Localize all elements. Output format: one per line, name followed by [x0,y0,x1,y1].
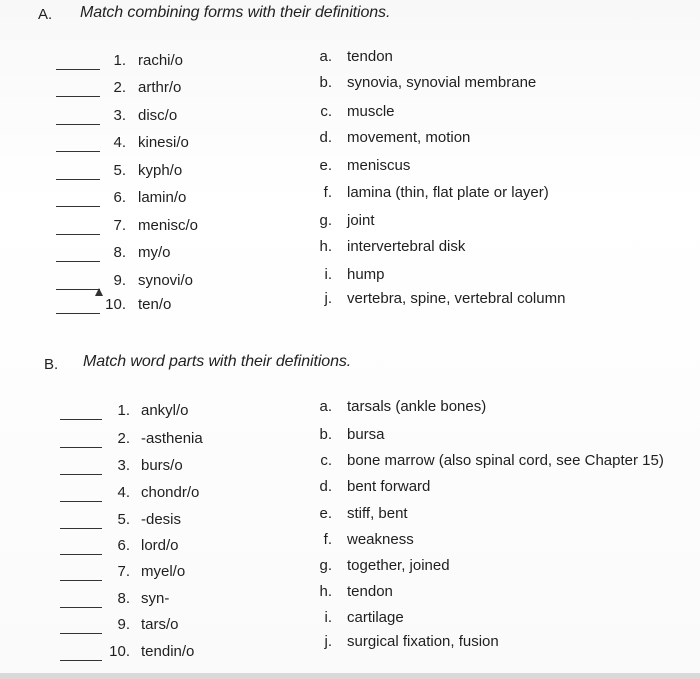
answer-blank[interactable] [60,474,102,475]
term-number: 7. [113,217,126,234]
answer-blank[interactable] [56,261,100,262]
definition-text: vertebra, spine, vertebral column [347,290,566,307]
term-text: rachi/o [138,52,184,69]
term-text: lamin/o [138,189,187,206]
answer-blank[interactable] [56,69,100,70]
definition-text: weakness [347,531,414,548]
answer-blank[interactable] [60,660,102,661]
term-text: my/o [138,244,171,261]
bottom-edge [0,673,700,679]
mouse-cursor-icon [95,288,103,296]
term-number: 9. [117,616,130,633]
definition-letter: a. [319,48,332,65]
term-text: ankyl/o [141,402,189,419]
term-text: arthr/o [138,79,182,96]
term-text: disc/o [138,107,178,124]
term-number: 6. [113,189,126,206]
definition-letter: f. [323,184,332,201]
definition-letter: h. [319,583,332,600]
term-text: myel/o [141,563,186,580]
term-text: kinesi/o [138,134,189,151]
definition-letter: i. [324,609,332,626]
definition-text: cartilage [347,609,404,626]
answer-blank[interactable] [60,447,102,448]
definition-text: tendon [347,583,393,600]
definition-letter: i. [324,266,332,283]
answer-blank[interactable] [56,151,100,152]
term-number: 8. [113,244,126,261]
answer-blank[interactable] [56,234,100,235]
term-text: tars/o [141,616,179,633]
definition-text: muscle [347,103,395,120]
term-number: 4. [117,484,130,501]
term-text: chondr/o [141,484,200,501]
term-text: syn- [141,590,170,607]
definition-text: movement, motion [347,129,471,146]
definition-letter: d. [319,129,332,146]
definition-text: tendon [347,48,393,65]
section-b-letter: B. [44,356,59,373]
definition-text: hump [347,266,385,283]
term-text: -desis [141,511,182,528]
definition-letter: c. [320,103,332,120]
definition-letter: g. [319,212,332,229]
section-b-title: Match word parts with their definitions. [83,353,352,370]
definition-letter: b. [319,426,332,443]
definition-letter: a. [319,398,332,415]
definition-letter: f. [323,531,332,548]
answer-blank[interactable] [60,580,102,581]
definition-letter: d. [319,478,332,495]
definition-letter: c. [320,452,332,469]
term-number: 10. [105,296,126,313]
answer-blank[interactable] [60,607,102,608]
answer-blank[interactable] [60,633,102,634]
term-number: 1. [113,52,126,69]
term-number: 2. [113,79,126,96]
term-text: tendin/o [141,643,195,660]
term-text: synovi/o [138,272,194,289]
answer-blank[interactable] [60,554,102,555]
term-number: 6. [117,537,130,554]
definition-letter: b. [319,74,332,91]
term-number: 2. [117,430,130,447]
definition-text: tarsals (ankle bones) [347,398,487,415]
definition-letter: j. [324,290,332,307]
definition-letter: h. [319,238,332,255]
answer-blank[interactable] [60,501,102,502]
definition-letter: e. [319,505,332,522]
term-number: 5. [117,511,130,528]
term-number: 8. [117,590,130,607]
definition-text: surgical fixation, fusion [347,633,499,650]
definition-text: synovia, synovial membrane [347,74,537,91]
term-text: -asthenia [141,430,203,447]
answer-blank[interactable] [60,419,102,420]
term-text: lord/o [141,537,179,554]
definition-text: bent forward [347,478,431,495]
term-number: 3. [117,457,130,474]
definition-letter: g. [319,557,332,574]
definition-letter: e. [319,157,332,174]
term-number: 3. [113,107,126,124]
term-number: 5. [113,162,126,179]
section-a-letter: A. [38,6,53,23]
answer-blank[interactable] [56,289,100,290]
answer-blank[interactable] [56,179,100,180]
term-number: 10. [109,643,130,660]
answer-blank[interactable] [56,313,100,314]
definition-text: joint [347,212,375,229]
term-number: 7. [117,563,130,580]
definition-text: bone marrow (also spinal cord, see Chapter 15) [347,452,664,469]
term-number: 9. [113,272,126,289]
answer-blank[interactable] [56,96,100,97]
section-a-title: Match combining forms with their definitions. [80,4,391,21]
term-text: burs/o [141,457,183,474]
definition-letter: j. [324,633,332,650]
definition-text: bursa [347,426,385,443]
definition-text: stiff, bent [347,505,408,522]
term-text: kyph/o [138,162,183,179]
answer-blank[interactable] [56,206,100,207]
definition-text: meniscus [347,157,411,174]
term-number: 4. [113,134,126,151]
answer-blank[interactable] [56,124,100,125]
answer-blank[interactable] [60,528,102,529]
definition-text: together, joined [347,557,450,574]
definition-text: lamina (thin, flat plate or layer) [347,184,549,201]
term-text: menisc/o [138,217,199,234]
definition-text: intervertebral disk [347,238,466,255]
term-text: ten/o [138,296,172,313]
term-number: 1. [117,402,130,419]
